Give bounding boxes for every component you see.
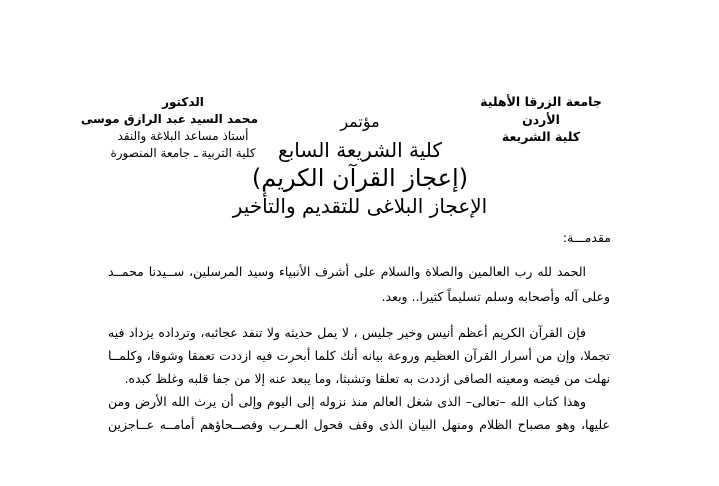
university-name: جامعة الزرقا الأهلية [480, 94, 602, 109]
author-name: محمد السيد عبد الرازق موسى [80, 112, 258, 126]
faculty: كلية الشريعة [501, 129, 581, 144]
section-heading: مقدمـــة: [562, 230, 611, 245]
author-position: أستاذ مساعد البلاغة والنقد [117, 129, 249, 143]
text-line: تجملا، وإن من أسرار القرآن العظيم وروعة بيانه أنك كلما أبحرت فيه ازددت تعمقا وشوقا، وكلمــا [108, 348, 610, 363]
paper-title: الإعجاز البلاغى للتقديم والتأخير [232, 194, 488, 218]
conference-name: كلية الشريعة السابع [278, 138, 442, 162]
country: الأردن [522, 112, 560, 127]
text-line: نهلت من فيضه ومعينه الصافى ازددت به تعلقا وتشبثا، وما يبعد عنه إلا من جفا قلبه وغلظ كبده. [124, 371, 610, 386]
author-affiliation: كلية التربية ـ جامعة المنصورة [110, 146, 256, 160]
text-line: وهذا كتاب الله –تعالى– الذى شغل العالم منذ نزوله إلى اليوم وإلى أن يرث الله الأرض ومن [108, 394, 586, 409]
text-line: الحمد لله رب العالمين والصلاة والسلام على أشرف الأنبياء وسيد المرسلين، ســيدنا محمــد [108, 264, 586, 279]
author-title: الدكتور [162, 95, 204, 109]
text-line: عليها، وهو مصباح الظلام ومنهل البيان الذى وقف فحول العــرب وفصــحاؤهم أمامــه عــاجزين [108, 417, 610, 432]
text-line: فإن القرآن الكريم أعظم أنيس وخير جليس ، لا يمل حديثه ولا تنفد عجائبه، وترداده يزداد فيه [108, 325, 586, 340]
conference-label: مؤتمر [340, 112, 380, 131]
text-line: وعلى آله وأصحابه وسلم تسليماً كثيرا.. وبعد. [381, 289, 610, 304]
conference-theme: (إعجاز القرآن الكريم) [251, 164, 469, 192]
